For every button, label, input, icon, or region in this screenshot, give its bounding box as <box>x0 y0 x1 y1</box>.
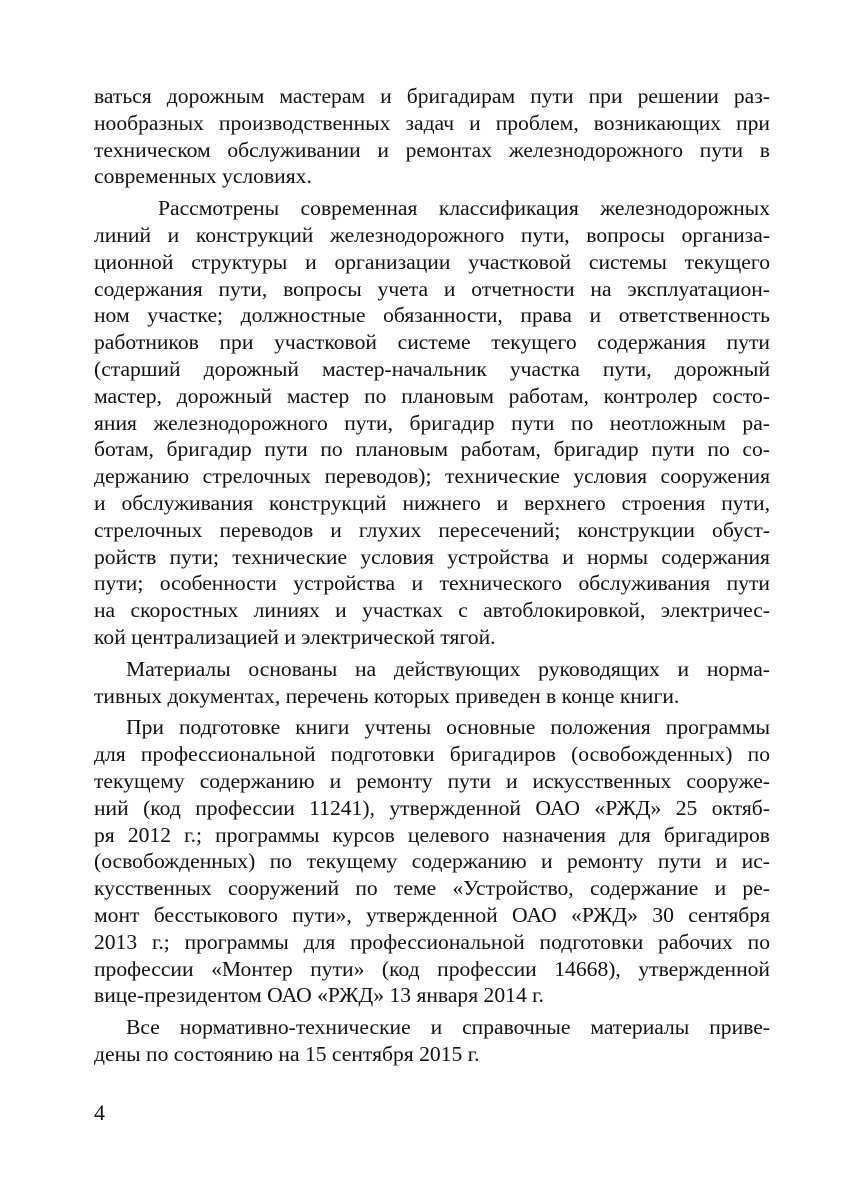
text-line: Рассмотрены современная классификация железнодорожных <box>158 196 770 221</box>
text-line: мастер, дорожный мастер по плановым работам, контролер состо- <box>94 383 770 408</box>
text-line: профессии «Монтер пути» (код профессии 14668), утвержденной <box>94 956 770 981</box>
text-line: на скоростных линиях и участках с автоблокировкой, электричес- <box>94 598 770 623</box>
text-line: для профессиональной подготовки бригадиров (освобожденных) по <box>94 742 770 767</box>
text-line: и обслуживания конструкций нижнего и верхнего строения пути, <box>94 490 770 515</box>
text-line: кусственных сооружений по теме «Устройство, содержание и ре- <box>94 876 770 901</box>
text-line: кой централизацией и электрической тягой. <box>94 624 496 649</box>
page-number: 4 <box>94 1100 105 1125</box>
text-line: техническом обслуживании и ремонтах железнодорожного пути в <box>94 137 770 162</box>
paragraph-1 <box>94 83 770 190</box>
text-line: монт бесстыкового пути», утвержденной ОАО «РЖД» 30 сентября <box>94 902 770 927</box>
text-line: При подготовке книги учтены основные положения программы <box>126 715 770 740</box>
text-line: тивных документах, перечень которых приведен в конце книги. <box>94 683 680 708</box>
text-line: Все нормативно-технические и справочные материалы приве- <box>126 1015 770 1040</box>
text-line: дены по состоянию на 15 сентября 2015 г. <box>94 1041 480 1066</box>
text-line: ря 2012 г.; программы курсов целевого назначения для бригадиров <box>94 822 770 847</box>
paragraph-2 <box>94 195 770 651</box>
text-line: стрелочных переводов и глухих пересечений; конструкции обуст- <box>94 517 770 542</box>
text-line: ционной структуры и организации участковой системы текущего <box>94 249 770 274</box>
text-line: нообразных производственных задач и проблем, возникающих при <box>94 110 770 135</box>
body-text <box>94 83 770 1073</box>
text-line: ваться дорожным мастерам и бригадирам пути при решении раз- <box>94 84 770 108</box>
text-line: вице-президентом ОАО «РЖД» 13 января 2014 г. <box>94 983 544 1008</box>
text-line: содержания пути, вопросы учета и отчетности на эксплуатацион- <box>94 276 770 301</box>
text-line: 2013 г.; программы для профессиональной подготовки рабочих по <box>94 929 770 954</box>
paragraph-5 <box>94 1014 770 1068</box>
text-line: (старший дорожный мастер-начальник участка пути, дорожный <box>94 356 770 381</box>
text-line: (освобожденных) по текущему содержанию и ремонту пути и ис- <box>94 849 770 874</box>
text-line: текущему содержанию и ремонту пути и искусственных сооруже- <box>94 768 770 793</box>
text-line: яния железнодорожного пути, бригадир пути по неотложным ра- <box>94 410 770 435</box>
text-line: линий и конструкций железнодорожного пути, вопросы организа- <box>94 222 770 247</box>
text-line: ройств пути; технические условия устройства и нормы содержания <box>94 544 770 569</box>
text-line: пути; особенности устройства и технического обслуживания пути <box>94 571 770 596</box>
text-line: работников при участковой системе текущего содержания пути <box>94 330 770 355</box>
paragraph-3 <box>94 656 770 710</box>
text-line: держанию стрелочных переводов); технические условия сооружения <box>94 464 770 489</box>
text-line: современных условиях. <box>94 164 312 189</box>
paragraph-4 <box>94 714 770 1009</box>
text-line: Материалы основаны на действующих руководящих и норма- <box>126 656 770 681</box>
text-line: ном участке; должностные обязанности, права и ответственность <box>94 303 770 328</box>
text-line: ний (код профессии 11241), утвержденной ОАО «РЖД» 25 октяб- <box>94 795 770 820</box>
text-line: ботам, бригадир пути по плановым работам, бригадир пути по со- <box>94 437 770 462</box>
